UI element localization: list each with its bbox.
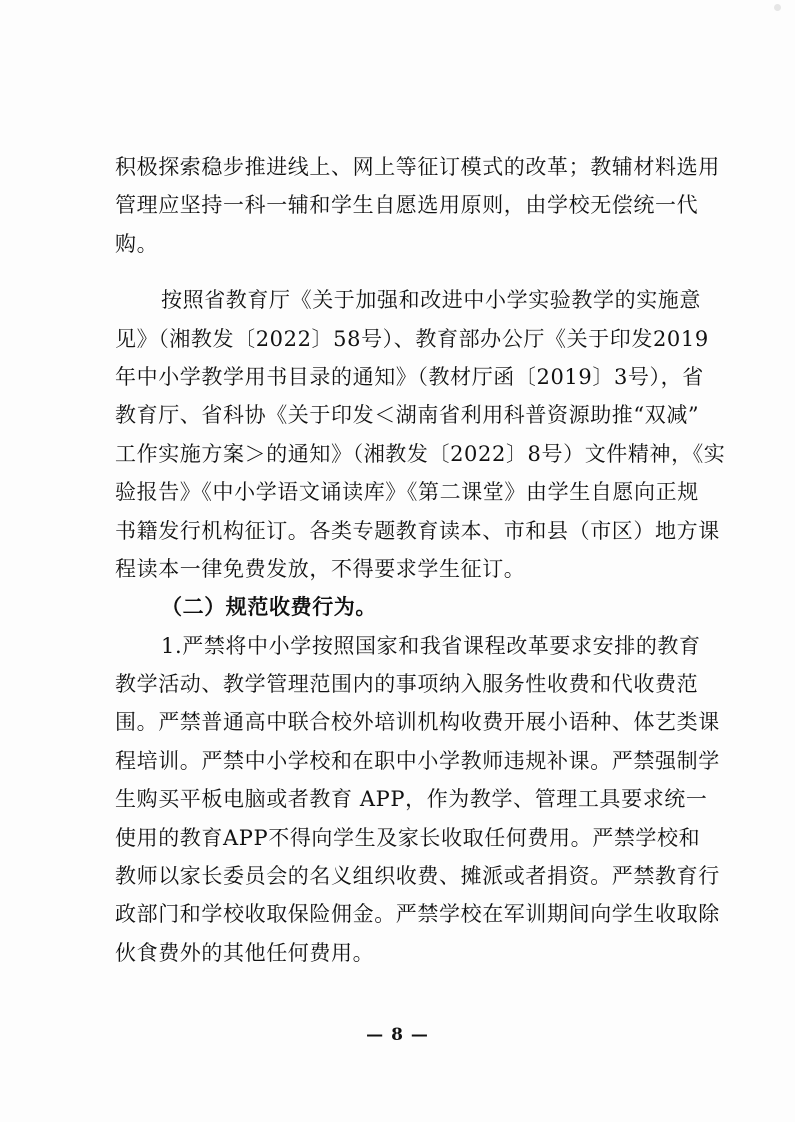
scan-corner-dot	[774, 4, 781, 11]
paragraph-3-line-5: 生购买平板电脑或者教育 APP，作为教学、管理工具要求统一	[115, 787, 708, 812]
paragraph-2-line-5: 工作实施方案＞的通知》（湘教发〔2022〕8号）文件精神，《实	[115, 441, 726, 466]
paragraph-3-line-3: 围。严禁普通高中联合校外培训机构收费开展小语种、体艺类课	[115, 710, 720, 735]
paragraph-2-line-3: 年中小学教学用书目录的通知》（教材厅函〔2019〕3号），省	[115, 364, 704, 389]
paragraph-2-line-4: 教育厅、省科协《关于印发＜湖南省利用科普资源助推“双减”	[115, 403, 700, 428]
paragraph-2-line-7: 书籍发行机构征订。各类专题教育读本、市和县（市区）地方课	[115, 518, 720, 543]
document-body	[115, 148, 726, 972]
paragraph-1-line-1: 积极探索稳步推进线上、网上等征订模式的改革；教辅材料选用	[115, 155, 720, 179]
paragraph-2-line-1: 按照省教育厅《关于加强和改进中小学实验教学的实施意	[161, 288, 701, 313]
paragraph-3-line-9: 伙食费外的其他任何费用。	[115, 940, 375, 965]
paragraph-3-line-4: 程培训。严禁中小学校和在职中小学教师违规补课。严禁强制学	[115, 748, 720, 773]
paragraph-3-line-7: 教师以家长委员会的名义组织收费、摊派或者捐资。严禁教育行	[115, 864, 720, 889]
paragraph-2-line-6: 验报告》《中小学语文诵读库》《第二课堂》由学生自愿向正规	[115, 480, 699, 505]
paragraph-1-line-3: 购。	[115, 231, 159, 256]
paragraph-3-line-2: 教学活动、教学管理范围内的事项纳入服务性收费和代收费范	[115, 672, 699, 697]
page-number: — 8 —	[366, 1025, 429, 1045]
paragraph-spacer	[115, 263, 693, 281]
paragraph-3-line-8: 政部门和学校收取保险佣金。严禁学校在军训期间向学生收取除	[115, 902, 720, 927]
paragraph-2-line-2: 见》（湘教发〔2022〕58号）、教育部办公厅《关于印发2019	[115, 326, 709, 351]
paragraph-3-line-1: 1.严禁将中小学按照国家和我省课程改革要求安排的教育	[161, 633, 701, 658]
paragraph-1-line-2: 管理应坚持一科一辅和学生自愿选用原则，由学校无偿统一代	[115, 193, 699, 218]
paragraph-2-line-8: 程读本一律免费发放，不得要求学生征订。	[115, 556, 526, 581]
section-heading: （二）规范收费行为。	[161, 594, 377, 620]
paragraph-3-line-6: 使用的教育APP不得向学生及家长收取任何费用。严禁学校和	[115, 825, 701, 850]
